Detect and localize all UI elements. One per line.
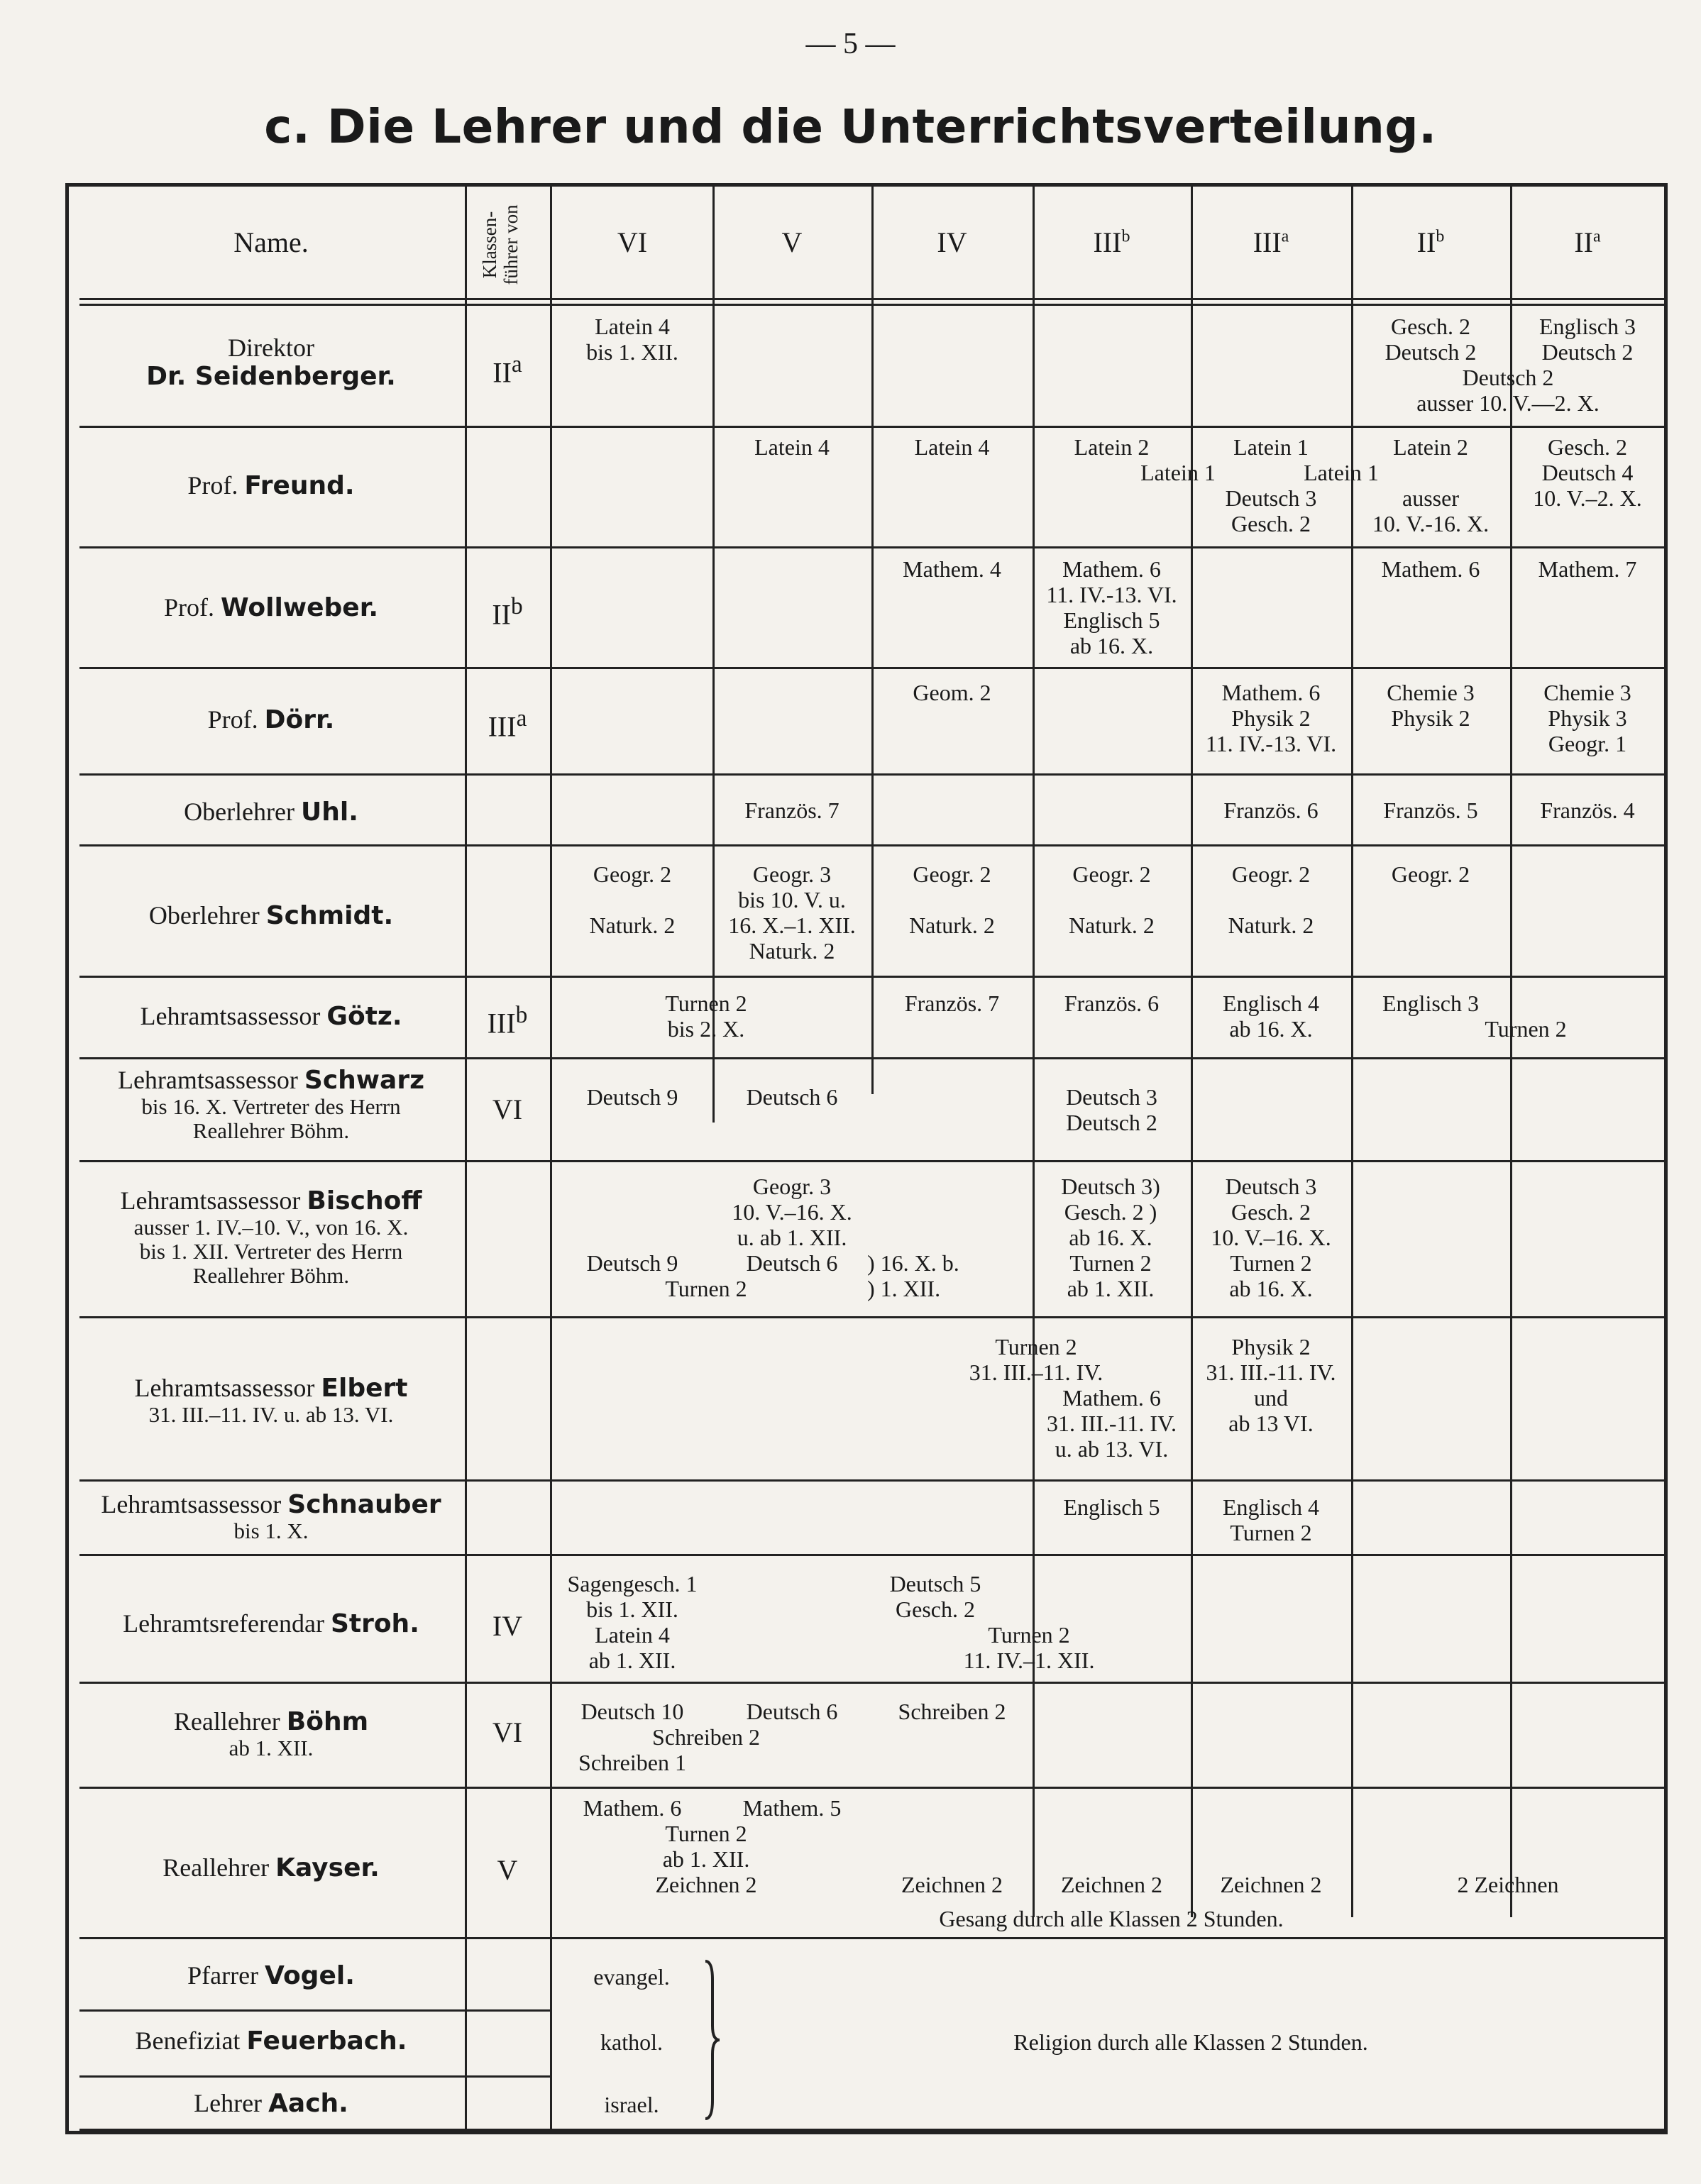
row-rule	[79, 1479, 1665, 1482]
cell: Zeichnen 2	[901, 1872, 1003, 1897]
header-class-iiib: III$^b$	[1093, 226, 1130, 258]
row-rule	[79, 1682, 1665, 1684]
cell: ) 16. X. b. ) 1. XII.	[867, 1250, 959, 1301]
cell: kathol.	[600, 2029, 663, 2055]
header-name: Name.	[233, 226, 309, 258]
row-rule	[79, 1787, 1665, 1789]
cell: Latein 4 bis 1. XII.	[586, 314, 678, 365]
cell: Latein 1	[1140, 460, 1216, 485]
cell: Englisch 3	[1382, 991, 1479, 1016]
teacher-name: Pfarrer Vogel.	[187, 1961, 355, 1990]
cell: Latein 1	[1304, 460, 1379, 485]
cell: Deutsch 3 Deutsch 2	[1066, 1084, 1157, 1135]
cell: Latein 4	[754, 434, 830, 460]
teacher-name: Prof. Freund.	[187, 471, 355, 500]
klassenfuehrer: III$^a$	[488, 705, 527, 743]
header-class-iiia: III$^a$	[1253, 226, 1289, 258]
header-klassenfuehrer	[468, 192, 532, 298]
row-rule	[79, 1554, 1665, 1556]
cell: Turnen 2 11. IV.–1. XII.	[963, 1622, 1095, 1673]
cell: Französ. 5	[1383, 798, 1478, 823]
teacher-name: Reallehrer Böhm ab 1. XII.	[173, 1707, 369, 1760]
cell: Mathem. 5	[742, 1795, 842, 1821]
cell: Geogr. 3 bis 10. V. u. 16. X.–1. XII. Naturk. 2	[728, 861, 856, 964]
cell: Geogr. 2 Naturk. 2	[909, 861, 995, 938]
col-rule	[550, 186, 552, 2131]
row-rule	[79, 2129, 1665, 2131]
cell: Geogr. 2	[1391, 861, 1470, 887]
header-class-v: V	[781, 226, 803, 258]
cell: Deutsch 5 Gesch. 2	[889, 1571, 981, 1622]
cell: Turnen 2 ab 1. XII. Zeichnen 2	[655, 1821, 757, 1897]
header-kf-line: Klassen-	[479, 211, 500, 279]
cell: Sagengesch. 1 bis 1. XII. Latein 4 ab 1. XII.	[567, 1571, 698, 1673]
cell: Deutsch 2 ausser 10. V.—2. X.	[1416, 365, 1600, 416]
cell: Englisch 4 Turnen 2	[1223, 1494, 1319, 1545]
klassenfuehrer: IV	[492, 1610, 523, 1642]
cell: Deutsch 10	[580, 1699, 684, 1724]
cell: Physik 2 31. III.-11. IV. und ab 13 VI.	[1206, 1334, 1336, 1436]
cell: Gesch. 2 Deutsch 2	[1385, 314, 1477, 365]
cell: Mathem. 6 31. III.-11. IV. u. ab 13. VI.	[1046, 1385, 1177, 1462]
header-kf-line: führer von	[500, 204, 522, 285]
cell: Geogr. 3 10. V.–16. X. u. ab 1. XII. Deutsch 6	[732, 1174, 852, 1276]
cell: Schreiben 2	[652, 1724, 760, 1750]
cell: Turnen 2 31. III.–11. IV.	[969, 1334, 1103, 1385]
cell: Deutsch 9	[586, 1250, 678, 1276]
cell: Deutsch 9	[586, 1084, 678, 1110]
cell: Chemie 3 Physik 3 Geogr. 1	[1543, 680, 1631, 756]
row-rule	[79, 2009, 551, 2012]
teacher-name: Direktor Dr. Seidenberger.	[146, 333, 396, 391]
cell: Mathem. 6	[1381, 556, 1480, 582]
col-rule	[712, 186, 715, 1123]
cell: Chemie 3 Physik 2	[1387, 680, 1475, 731]
row-rule	[79, 667, 1665, 669]
teacher-name: Lehramtsassessor Schnauber bis 1. X.	[101, 1490, 441, 1543]
klassenfuehrer: $II^a$	[492, 351, 522, 389]
cell: Deutsch 6	[746, 1084, 838, 1110]
curly-brace	[703, 1958, 724, 2122]
cell: Deutsch 6	[746, 1699, 838, 1724]
row-rule	[79, 546, 1665, 548]
cell: Mathem. 6 Physik 2 11. IV.-13. VI.	[1205, 680, 1337, 756]
cell: Geogr. 2 Naturk. 2	[1069, 861, 1155, 938]
teacher-name: Prof. Wollweber.	[164, 593, 378, 622]
teacher-name: Lehramtsassessor Schwarz bis 16. X. Vertreter des Herrn Reallehrer Böhm.	[117, 1066, 425, 1143]
cell: Mathem. 4	[903, 556, 1001, 582]
row-rule	[79, 1057, 1665, 1059]
cell: Latein 2	[1074, 434, 1150, 460]
cell: israel.	[604, 2092, 659, 2117]
col-rule	[465, 186, 467, 2131]
klassenfuehrer: VI	[492, 1093, 523, 1125]
page-title: c. Die Lehrer und die Unterrichtsverteilung.	[264, 99, 1437, 154]
row-rule	[79, 1160, 1665, 1162]
cell: Geogr. 2 Naturk. 2	[589, 861, 676, 938]
klassenfuehrer: V	[497, 1854, 518, 1886]
cell: Französ. 6	[1064, 991, 1160, 1016]
cell: Latein 1	[1233, 434, 1309, 460]
cell: Englisch 3 Deutsch 2	[1539, 314, 1636, 365]
teacher-name: Oberlehrer Uhl.	[184, 798, 358, 827]
row-rule	[79, 1316, 1665, 1318]
cell: Latein 4	[914, 434, 990, 460]
cell: Mathem. 7	[1538, 556, 1637, 582]
cell: Englisch 5	[1063, 1494, 1160, 1520]
klassenfuehrer: VI	[492, 1716, 523, 1748]
teacher-name: Lehramtsassessor Bischoff ausser 1. IV.–10. V., von 16. X. bis 1. XII. Vertreter des Herrn Reallehrer Böhm.	[120, 1186, 422, 1288]
teacher-name: Lehramtsassessor Götz.	[140, 1002, 402, 1031]
row-rule	[79, 844, 1665, 846]
row-rule	[79, 1937, 1665, 1939]
header-class-iv: IV	[937, 226, 967, 258]
klassenfuehrer: III$^b$	[487, 1002, 528, 1039]
cell: Mathem. 6	[583, 1795, 682, 1821]
header-class-vi: VI	[617, 226, 648, 258]
teacher-name: Benefiziat Feuerbach.	[135, 2026, 407, 2056]
page-number: — 5 —	[805, 28, 896, 60]
cell: evangel.	[593, 1964, 670, 1990]
row-rule	[79, 773, 1665, 776]
header-rule	[79, 304, 1665, 306]
cell: Französ. 4	[1540, 798, 1635, 823]
row-rule	[79, 976, 1665, 978]
cell: Französ. 6	[1223, 798, 1319, 823]
cell: Deutsch 3) Gesch. 2 ) ab 16. X. Turnen 2 ab 1. XII.	[1061, 1174, 1160, 1301]
cell: Zeichnen 2	[1060, 1872, 1163, 1897]
cell: Französ. 7	[904, 991, 1000, 1016]
cell: ausser 10. V.-16. X.	[1372, 485, 1490, 536]
teacher-name: Reallehrer Kayser.	[163, 1853, 380, 1882]
teacher-name: Lehrer Aach.	[194, 2089, 348, 2118]
klassenfuehrer: $II^b$	[492, 593, 523, 631]
cell: Französ. 7	[744, 798, 840, 823]
cell: Geogr. 2 Naturk. 2	[1228, 861, 1314, 938]
cell: Schreiben 1	[578, 1750, 686, 1775]
cell: Geom. 2	[913, 680, 991, 705]
cell: Zeichnen 2	[1220, 1872, 1322, 1897]
cell: Gesch. 2 Deutsch 4 10. V.–2. X.	[1533, 434, 1642, 511]
religion-note: Religion durch alle Klassen 2 Stunden.	[1013, 2029, 1368, 2055]
teacher-name: Lehramtsreferendar Stroh.	[123, 1609, 419, 1638]
cell: Englisch 4 ab 16. X.	[1223, 991, 1319, 1042]
header-class-iib: $II^b$	[1416, 226, 1445, 258]
teacher-name: Prof. Dörr.	[207, 705, 335, 734]
header-rule	[79, 298, 1665, 300]
row-rule	[79, 426, 1665, 428]
cell: 2 Zeichnen	[1457, 1872, 1559, 1897]
row-rule	[79, 2075, 551, 2078]
cell: Schreiben 2	[898, 1699, 1006, 1724]
cell: Turnen 2 bis 2. X.	[665, 991, 747, 1042]
cell: Turnen 2	[665, 1276, 747, 1301]
header-class-iia: $II^a$	[1574, 226, 1601, 258]
cell: Gesang durch alle Klassen 2 Stunden.	[939, 1906, 1284, 1931]
teacher-name: Oberlehrer Schmidt.	[148, 901, 394, 930]
cell: Latein 2	[1393, 434, 1468, 460]
cell: Turnen 2	[1485, 1016, 1567, 1042]
teacher-name: Lehramtsassessor Elbert 31. III.–11. IV. u. ab 13. VI.	[134, 1374, 408, 1427]
col-rule	[871, 186, 874, 1094]
cell: Mathem. 6 11. IV.-13. VI. Englisch 5 ab 16. X.	[1046, 556, 1177, 658]
cell: Deutsch 3 Gesch. 2	[1225, 485, 1317, 536]
cell: Deutsch 3 Gesch. 2 10. V.–16. X. Turnen 2 ab 16. X.	[1211, 1174, 1331, 1301]
